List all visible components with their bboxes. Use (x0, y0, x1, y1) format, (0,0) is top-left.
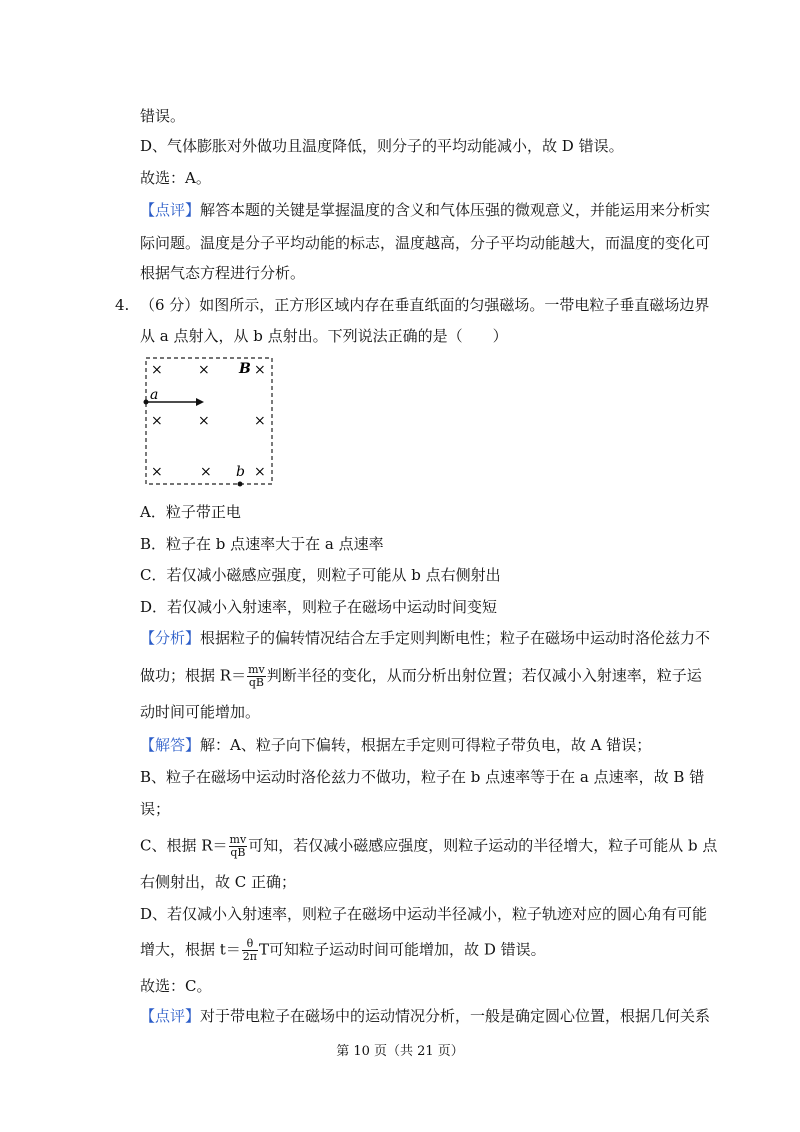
text-span: 做功；根据 R＝ (140, 666, 247, 685)
text-span: 解：A、粒子向下偏转，根据左手定则可得粒子带负电，故 A 错误； (200, 736, 652, 754)
time-formula (242, 938, 258, 963)
cross-mark: × (151, 362, 163, 378)
text-line: 误； (140, 800, 171, 818)
analysis-paragraph (140, 628, 710, 648)
text-line (140, 664, 702, 689)
solution-paragraph (140, 735, 651, 755)
text-line: D、若仅减小入射速率，则粒子在磁场中运动半径减小，粒子轨迹对应的圆心角有可能 (140, 905, 708, 923)
cross-mark: × (198, 362, 210, 378)
text-line: 根据气态方程进行分析。 (140, 264, 306, 282)
cross-mark: × (254, 413, 266, 429)
radius-formula (247, 664, 266, 689)
formula-numerator: mv (248, 663, 265, 676)
option-c: C．若仅减小磁感应强度，则粒子可能从 b 点右侧射出 (140, 566, 501, 584)
formula-numerator: mv (229, 833, 247, 846)
cross-mark: × (200, 464, 212, 480)
text-span: 解答本题的关键是掌握温度的含义和气体压强的微观意义，并能运用来分析实 (200, 201, 711, 219)
formula-denominator: qB (248, 676, 264, 689)
solution-tag: 【解答】 (140, 736, 201, 754)
radius-formula (229, 834, 248, 859)
formula-numerator: θ (242, 938, 258, 951)
text-span: 根据粒子的偏转情况结合左手定则判断电性；粒子在磁场中运动时洛伦兹力不 (200, 629, 711, 647)
exit-point-b (238, 482, 243, 487)
point-label-b: b (236, 464, 245, 480)
question-text: （6 分）如图所示，正方形区域内存在垂直纸面的匀强磁场。一带电粒子垂直磁场边界 (140, 296, 710, 314)
text-line: 故选：C。 (140, 977, 212, 995)
point-label-a: a (150, 387, 159, 403)
text-span: C、根据 R＝ (140, 836, 228, 855)
cross-mark: × (254, 464, 266, 480)
cross-mark: × (254, 362, 266, 378)
formula-period: T (259, 940, 270, 959)
text-line (140, 938, 546, 963)
text-line: B、粒子在磁场中运动时洛伦兹力不做功，粒子在 b 点速率等于在 a 点速率，故 B 错 (140, 768, 705, 786)
comment-tag: 【点评】 (140, 1007, 201, 1025)
comment-tag: 【点评】 (140, 201, 201, 219)
page-footer: 第 10 页（共 21 页） (336, 1044, 464, 1059)
option-d: D．若仅减小入射速率，则粒子在磁场中运动时间变短 (140, 598, 498, 616)
text-span: 可知，若仅减小磁感应强度，则粒子运动的半径增大，粒子可能从 b 点 (248, 836, 718, 855)
text-line: 动时间可能增加。 (140, 703, 261, 721)
text-line (140, 834, 717, 859)
field-label-B: B (239, 361, 251, 377)
question-text: 从 a 点射入，从 b 点射出。下列说法正确的是（ ） (140, 327, 508, 345)
text-line: 故选：A。 (140, 169, 211, 187)
cross-mark: × (198, 413, 210, 429)
comment-paragraph (140, 1006, 710, 1026)
text-line: D、气体膨胀对外做功且温度降低，则分子的平均动能减小，故 D 错误。 (140, 137, 624, 155)
analysis-tag: 【分析】 (140, 629, 201, 647)
text-span: 对于带电粒子在磁场中的运动情况分析，一般是确定圆心位置，根据几何关系 (200, 1007, 711, 1025)
formula-denominator: 2π (242, 950, 258, 963)
cross-mark: × (151, 464, 163, 480)
text-span: 判断半径的变化，从而分析出射位置；若仅减小入射速率，粒子运 (266, 666, 702, 685)
text-line: 际问题。温度是分子平均动能的标志，温度越高，分子平均动能越大，而温度的变化可 (140, 234, 711, 252)
magnetic-field-figure (142, 354, 277, 492)
text-span: 增大，根据 t＝ (140, 940, 241, 959)
option-b: B．粒子在 b 点速率大于在 a 点速率 (140, 535, 384, 553)
question-number: 4. (115, 296, 130, 314)
text-span: 可知粒子运动时间可能增加，故 D 错误。 (269, 940, 546, 959)
text-line: 错误。 (140, 107, 186, 125)
comment-paragraph (140, 200, 710, 220)
option-a: A．粒子带正电 (140, 503, 241, 521)
velocity-arrow-head (196, 398, 204, 406)
cross-mark: × (151, 413, 163, 429)
text-line: 右侧射出，故 C 正确； (140, 873, 297, 891)
formula-denominator: qB (230, 846, 246, 859)
